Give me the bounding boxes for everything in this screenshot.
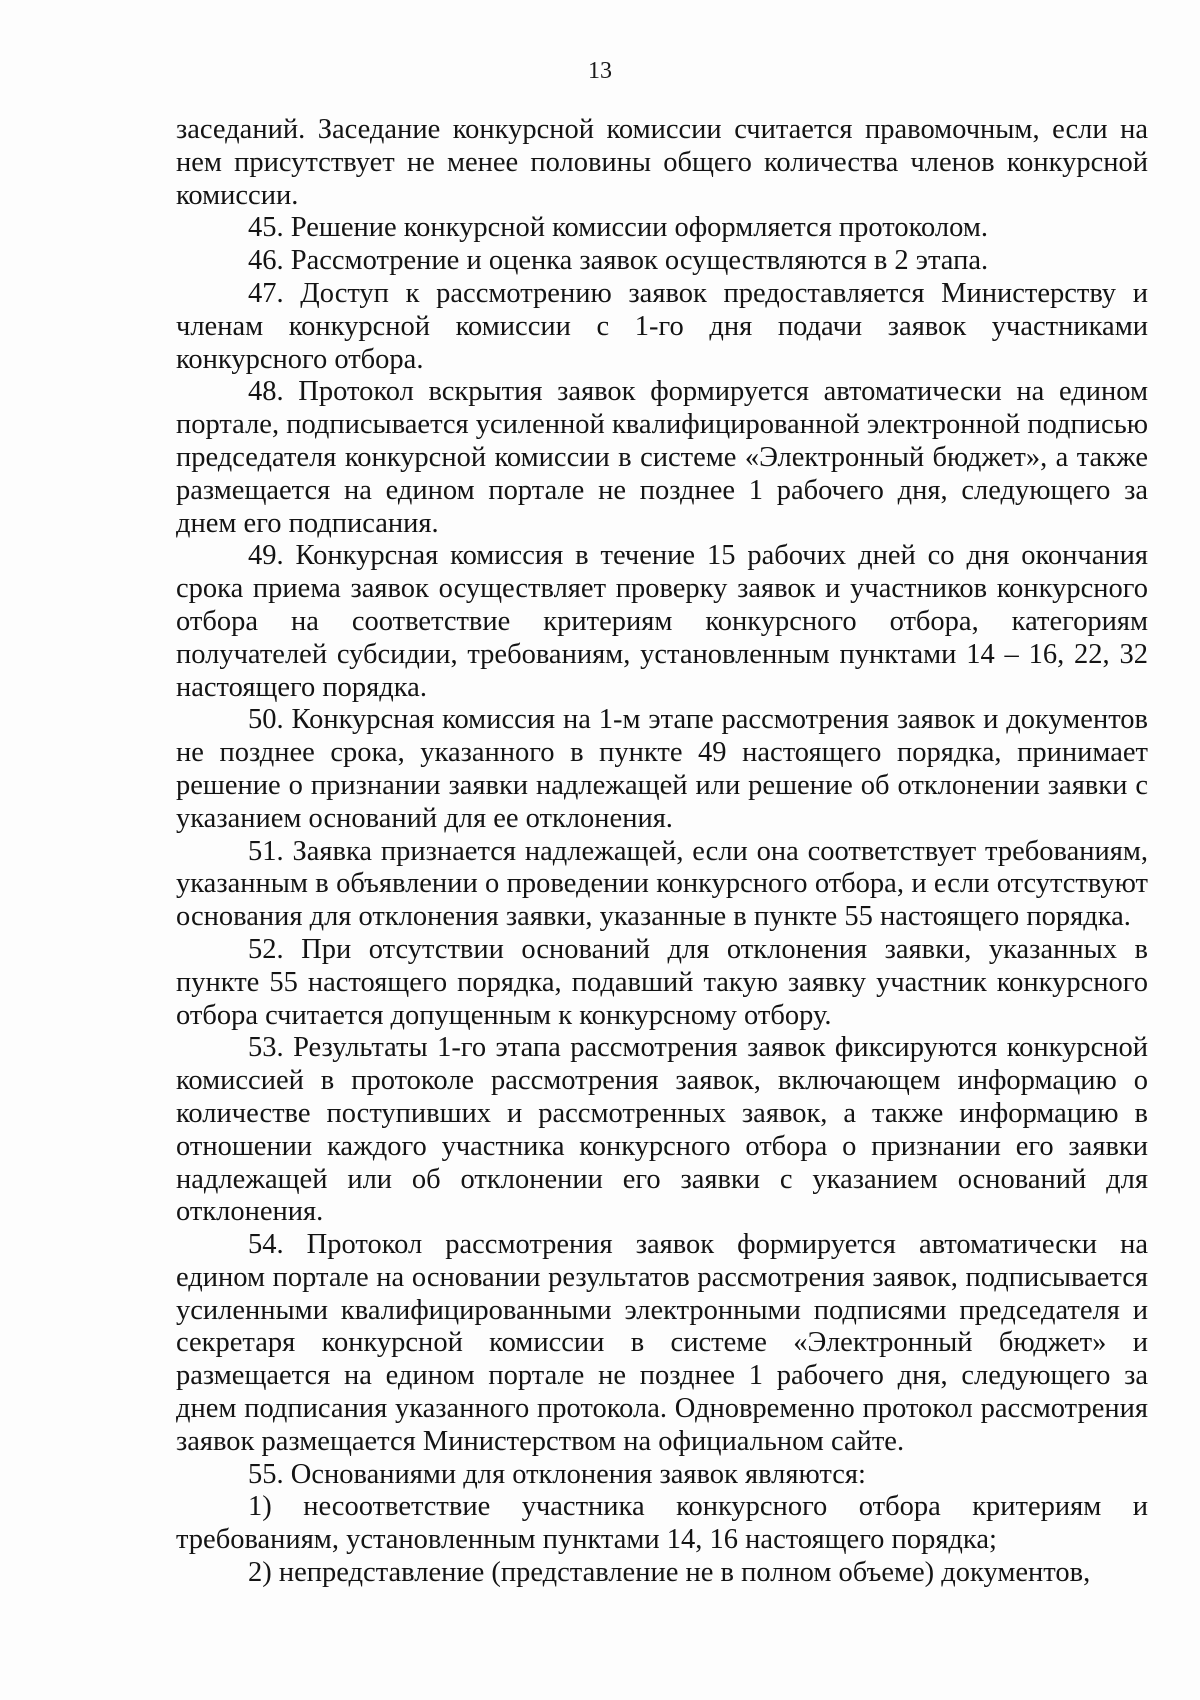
paragraph-53: 53. Результаты 1-го этапа рассмотрения заявок фиксируются конкурсной комиссией в протоколе рассмотрения заявок, включающем информацию о количестве поступивших и рассмотренных заявок, а также информацию в отношении каждого участника конкурсного отбора о признании его заявки надлежащей или об отклонении его заявки с указанием оснований для отклонения.: [176, 1032, 1148, 1228]
document-body: [176, 114, 1148, 1590]
paragraph-55: 55. Основаниями для отклонения заявок являются:: [248, 1458, 866, 1490]
paragraph-46: 46. Рассмотрение и оценка заявок осуществляются в 2 этапа.: [248, 245, 989, 277]
paragraph-49: 49. Конкурсная комиссия в течение 15 рабочих дней со дня окончания срока приема заявок осуществляет проверку заявок и участников конкурсного отбора на соответствие критериям конкурсного отбора, категориям получателей субсидии, требованиям, установленным пунктами 14 – 16, 22, 32 настоящего порядка.: [176, 540, 1148, 703]
page-number: 13: [588, 58, 612, 84]
paragraph-45: 45. Решение конкурсной комиссии оформляется протоколом.: [248, 212, 988, 244]
paragraph-47: 47. Доступ к рассмотрению заявок предоставляется Министерству и членам конкурсной комиссии с 1-го дня подачи заявок участниками конкурсного отбора.: [176, 277, 1148, 375]
list-item-2: 2) непредставление (представление не в полном объеме) документов,: [248, 1557, 1091, 1589]
paragraph-continuation: заседаний. Заседание конкурсной комиссии считается правомочным, если на нем присутствует не менее половины общего количества членов конкурсной комиссии.: [176, 114, 1148, 211]
paragraph-54: 54. Протокол рассмотрения заявок формируется автоматически на едином портале на основании результатов рассмотрения заявок, подписывается усиленными квалифицированными электронными подписями председателя и секретаря конкурсной комиссии в системе «Электронный бюджет» и размещается на едином портале не позднее 1 рабочего дня, следующего за днем подписания указанного протокола. Одновременно протокол рассмотрения заявок размещается Министерством на официальном сайте.: [176, 1229, 1148, 1457]
paragraph-52: 52. При отсутствии оснований для отклонения заявки, указанных в пункте 55 настоящего порядка, подавший такую заявку участник конкурсного отбора считается допущенным к конкурсному отбору.: [176, 933, 1148, 1031]
paragraph-50: 50. Конкурсная комиссия на 1-м этапе рассмотрения заявок и документов не позднее срока, указанного в пункте 49 настоящего порядка, принимает решение о признании заявки надлежащей или решение об отклонении заявки с указанием оснований для ее отклонения.: [176, 704, 1148, 834]
list-item-1: 1) несоответствие участника конкурсного отбора критериям и требованиям, установленным пунктами 14, 16 настоящего порядка;: [176, 1491, 1148, 1556]
paragraph-48: 48. Протокол вскрытия заявок формируется автоматически на едином портале, подписывается усиленной квалифицированной электронной подписью председателя конкурсной комиссии в системе «Электронный бюджет», а также размещается на едином портале не позднее 1 рабочего дня, следующего за днем его подписания.: [176, 376, 1148, 539]
paragraph-51: 51. Заявка признается надлежащей, если она соответствует требованиям, указанным в объявлении о проведении конкурсного отбора, и если отсутствуют основания для отклонения заявки, указанные в пункте 55 настоящего порядка.: [176, 835, 1148, 933]
